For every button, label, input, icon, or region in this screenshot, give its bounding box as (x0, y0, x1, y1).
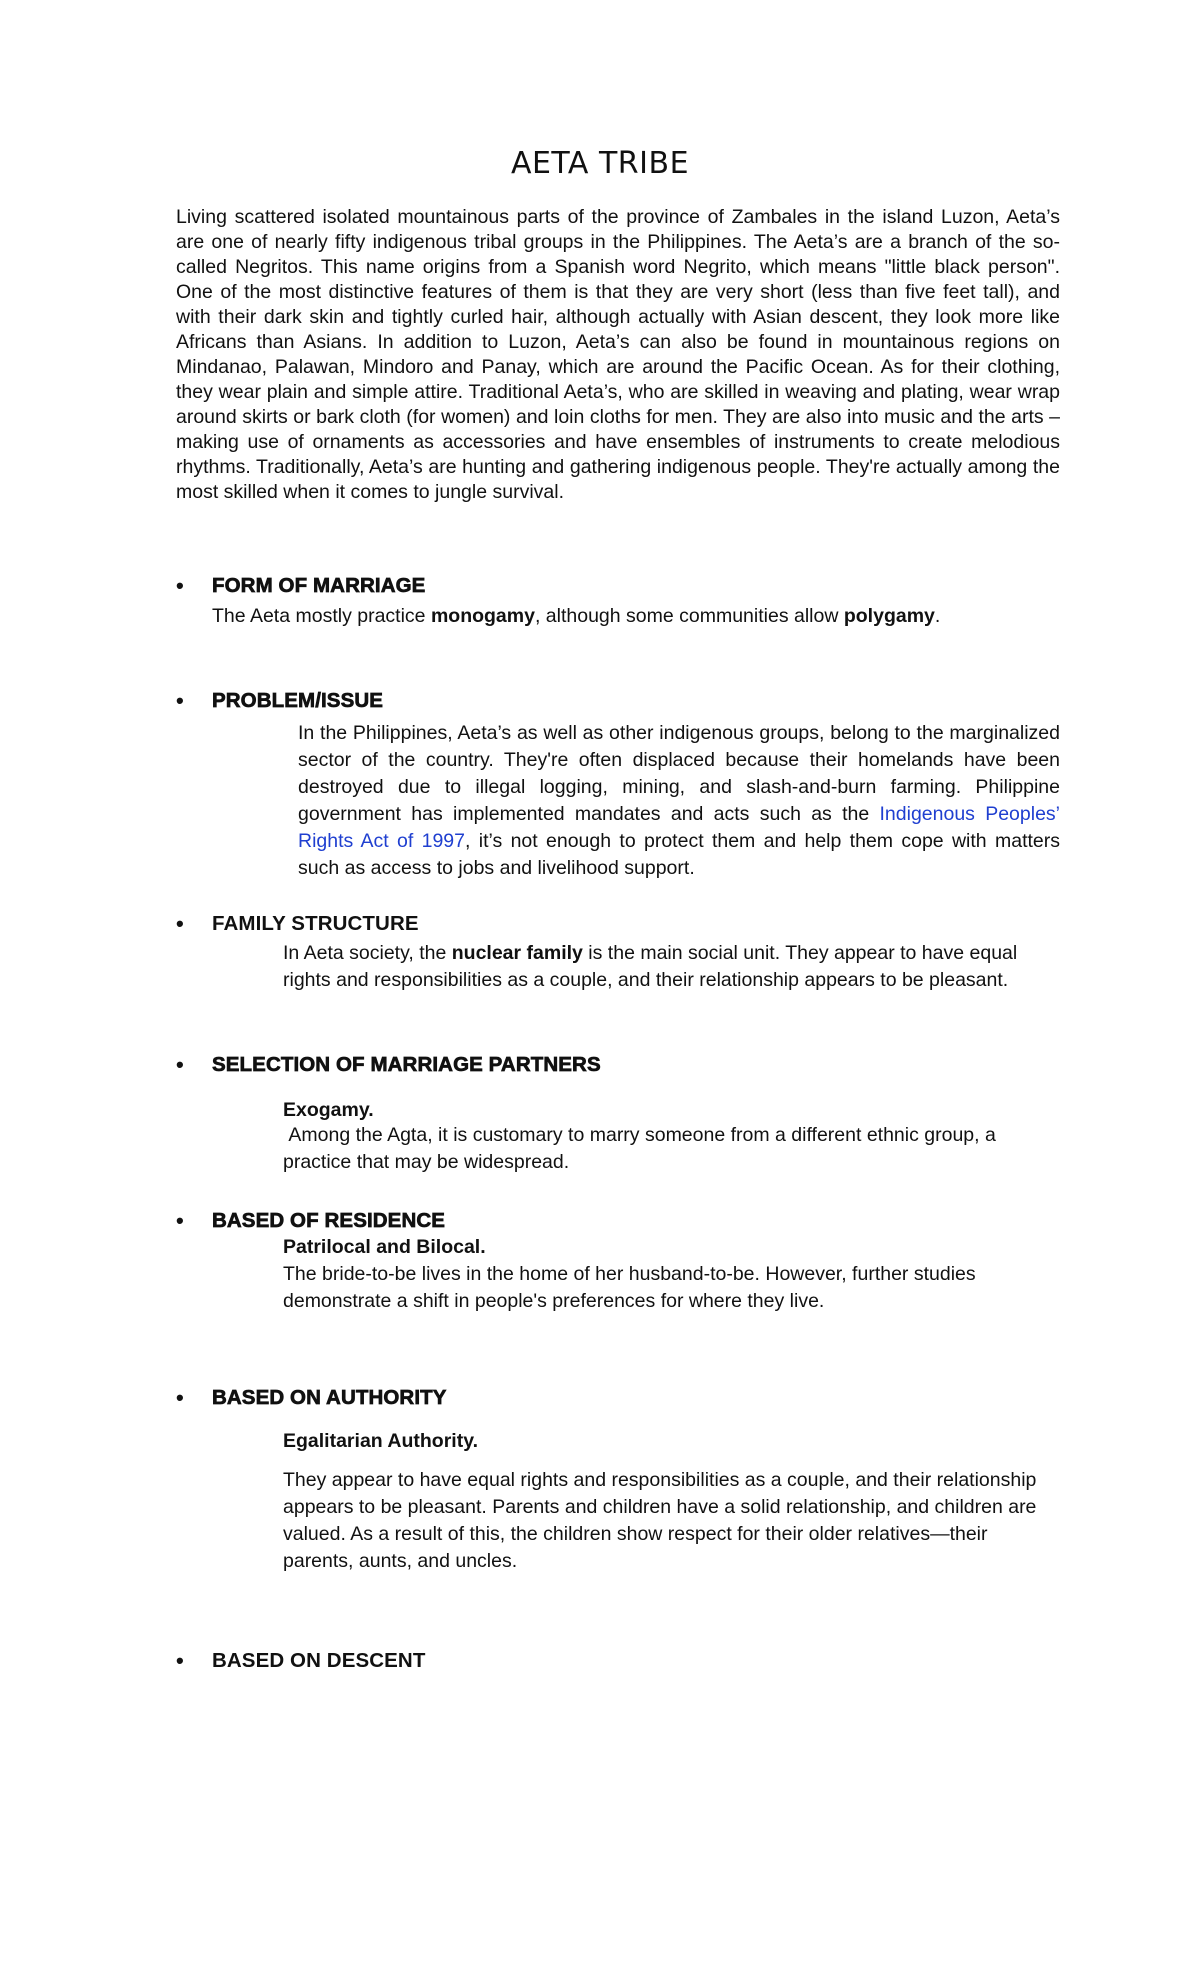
document-title: AETA TRIBE (510, 146, 690, 181)
problem-text-1: In the Philippines, Aeta’s as well as other indigenous groups, belong to the marginalized sector of the country. They're often displaced because their homelands have been destroyed due to illegal logging, mining, and slash-and-burn farming. Philippine government has implemented mandates and acts such as the (298, 722, 1060, 825)
heading-based-of-residence: BASED OF RESIDENCE (212, 1209, 446, 1232)
heading-selection-of-marriage-partners: SELECTION OF MARRIAGE PARTNERS (212, 1053, 601, 1076)
bullet-family: • (176, 911, 184, 936)
bullet-residence: • (176, 1208, 184, 1233)
marriage-body (212, 603, 1060, 630)
authority-body: They appear to have equal rights and responsibilities as a couple, and their relationship appears to be pleasant. Parents and children have a solid relationship, and children are valued. As a result of this, the children show respect for their older relatives—their parents, aunts, and uncles. (283, 1469, 1037, 1572)
residence-body: The bride-to-be lives in the home of her husband-to-be. However, further studies demonstrate a shift in people's preferences for where they live. (283, 1263, 976, 1312)
problem-body (298, 720, 1060, 882)
heading-based-on-descent: BASED ON DESCENT (212, 1649, 426, 1672)
marriage-bold-polygamy: polygamy (843, 605, 935, 627)
family-text-1: In Aeta society, the (283, 942, 452, 964)
marriage-text-2: , although some communities allow (534, 605, 844, 627)
problem-text-2: , it’s not enough to protect them and help them cope with matters such as access to jobs and livelihood support. (298, 830, 1060, 879)
bullet-authority: • (176, 1385, 184, 1410)
intro-paragraph: Living scattered isolated mountainous parts of the province of Zambales in the island Luzon, Aeta’s are one of nearly fifty indigenous tribal groups in the Philippines. The Aeta’s are a branch of the so-called Negritos. This name origins from a Spanish word Negrito, which means "little black person". One of the most distinctive features of them is that they are very short (less than five feet tall), and with their dark skin and tightly curled hair, although actually with Asian descent, they look more like Africans than Asians. In addition to Luzon, Aeta’s can also be found in mountainous regions on Mindanao, Palawan, Mindoro and Panay, which are around the Pacific Ocean. As for their clothing, they wear plain and simple attire. Traditional Aeta’s, who are skilled in weaving and plating, wear wrap around skirts or bark cloth (for women) and loin cloths for men. They are also into music and the arts – making use of ornaments as accessories and have ensembles of instruments to create melodious rhythms. Traditionally, Aeta’s are hunting and gathering indigenous people. They're actually among the most skilled when it comes to jungle survival. (176, 206, 1060, 503)
selection-body: Among the Agta, it is customary to marry someone from a different ethnic group, a practice that may be widespread. (283, 1124, 1002, 1173)
bullet-marriage: • (176, 573, 184, 598)
bullet-selection: • (176, 1052, 184, 1077)
heading-form-of-marriage: FORM OF MARRIAGE (212, 574, 426, 597)
family-bold-nuclear: nuclear family (451, 942, 583, 964)
family-body (283, 940, 1063, 994)
bullet-problem: • (176, 688, 184, 713)
family-text-2: is the main social unit. They appear to have equal rights and responsibilities as a couple, and their relationship appears to be pleasant. (283, 942, 1018, 991)
heading-family-structure: FAMILY STRUCTURE (212, 912, 419, 935)
marriage-text-3: . (934, 605, 941, 627)
heading-based-on-authority: BASED ON AUTHORITY (212, 1386, 447, 1409)
ipra-link[interactable]: Indigenous Peoples’ Rights Act of 1997 (298, 803, 1061, 852)
selection-subheading: Exogamy. (283, 1099, 374, 1121)
bullet-descent: • (176, 1648, 184, 1673)
authority-subheading: Egalitarian Authority. (283, 1430, 479, 1452)
marriage-bold-monogamy: monogamy (430, 605, 535, 627)
marriage-text-1: The Aeta mostly practice (212, 605, 431, 627)
residence-subheading: Patrilocal and Bilocal. (283, 1236, 486, 1258)
heading-problem-issue: PROBLEM/ISSUE (212, 689, 384, 712)
